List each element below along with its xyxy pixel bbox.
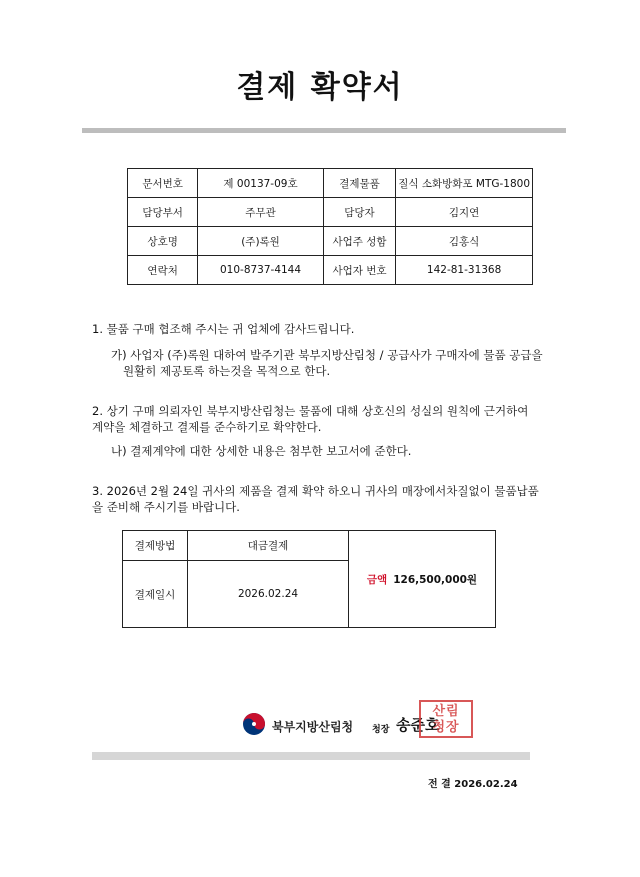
paragraph-1a-line1: 가) 사업자 (주)록원 대하여 발주기관 북부지방산림청 / 공급사가 구매자에 물품 공급을 (111, 348, 543, 362)
amount-cell (349, 531, 496, 628)
payment-table (122, 530, 496, 628)
info-value-owner: 김홍식 (396, 227, 533, 256)
payment-method-value: 대금결제 (188, 531, 349, 561)
paragraph-3-line1: 3. 2026년 2월 24일 귀사의 제품을 결제 확약 하오니 귀사의 매장에서차질없이 물품납품 (92, 484, 539, 498)
document-title: 결제 확약서 (236, 70, 404, 105)
info-label-department: 담당부서 (128, 198, 198, 227)
info-label-doc-number: 문서번호 (128, 169, 198, 198)
table-row (128, 256, 533, 285)
seal-text-line: 청장 (432, 720, 460, 735)
paragraph-2b: 나) 결제계약에 대한 상세한 내용은 첨부한 보고서에 준한다. (111, 444, 412, 458)
info-value-item: 질식 소화방화포 MTG-1800 (396, 169, 533, 198)
footer-divider (92, 752, 530, 760)
info-table (127, 168, 533, 285)
info-label-contact: 연락처 (128, 256, 198, 285)
amount-label: 금액 (366, 573, 388, 586)
paragraph-3-line2: 을 준비해 주시기를 바랍니다. (92, 500, 240, 514)
korea-government-emblem-icon (242, 712, 266, 736)
info-label-company: 상호명 (128, 227, 198, 256)
paragraph-2-line1: 2. 상기 구매 의뢰자인 북부지방산림청는 물품에 대해 상호신의 성실의 원칙에 근거하여 (92, 404, 529, 418)
official-seal-stamp (419, 700, 473, 738)
final-approval-date: 전 결 2026.02.24 (428, 779, 518, 790)
paragraph-2-line2: 계약을 체결하고 결제를 준수하기로 확약한다. (92, 420, 322, 434)
payment-date-label: 결제일시 (123, 561, 188, 628)
table-row (128, 227, 533, 256)
paragraph-1: 1. 물품 구매 협조해 주시는 귀 업체에 감사드립니다. (92, 322, 355, 336)
info-value-manager: 김지연 (396, 198, 533, 227)
payment-date-value: 2026.02.24 (188, 561, 349, 628)
info-value-doc-number: 제 00137-09호 (198, 169, 323, 198)
info-label-item: 결제물품 (323, 169, 395, 198)
organization-name: 북부지방산림청 (272, 720, 354, 734)
paragraph-1a-line2: 원활히 제공토록 하는것을 목적으로 한다. (123, 364, 331, 378)
info-value-company: (주)록원 (198, 227, 323, 256)
amount-value: 126,500,000원 (393, 573, 478, 586)
title-divider (82, 128, 566, 133)
table-row (128, 169, 533, 198)
table-row (123, 531, 496, 561)
info-label-business-number: 사업자 번호 (323, 256, 395, 285)
info-label-manager: 담당자 (323, 198, 395, 227)
info-value-business-number: 142-81-31368 (396, 256, 533, 285)
table-row (128, 198, 533, 227)
info-value-department: 주무관 (198, 198, 323, 227)
info-label-owner: 사업주 성함 (323, 227, 395, 256)
payment-method-label: 결제방법 (123, 531, 188, 561)
chief-title: 청장 (372, 725, 390, 735)
info-value-contact: 010-8737-4144 (198, 256, 323, 285)
seal-text-line: 산림 (432, 704, 460, 719)
chief-name: 송준호 (396, 716, 440, 734)
